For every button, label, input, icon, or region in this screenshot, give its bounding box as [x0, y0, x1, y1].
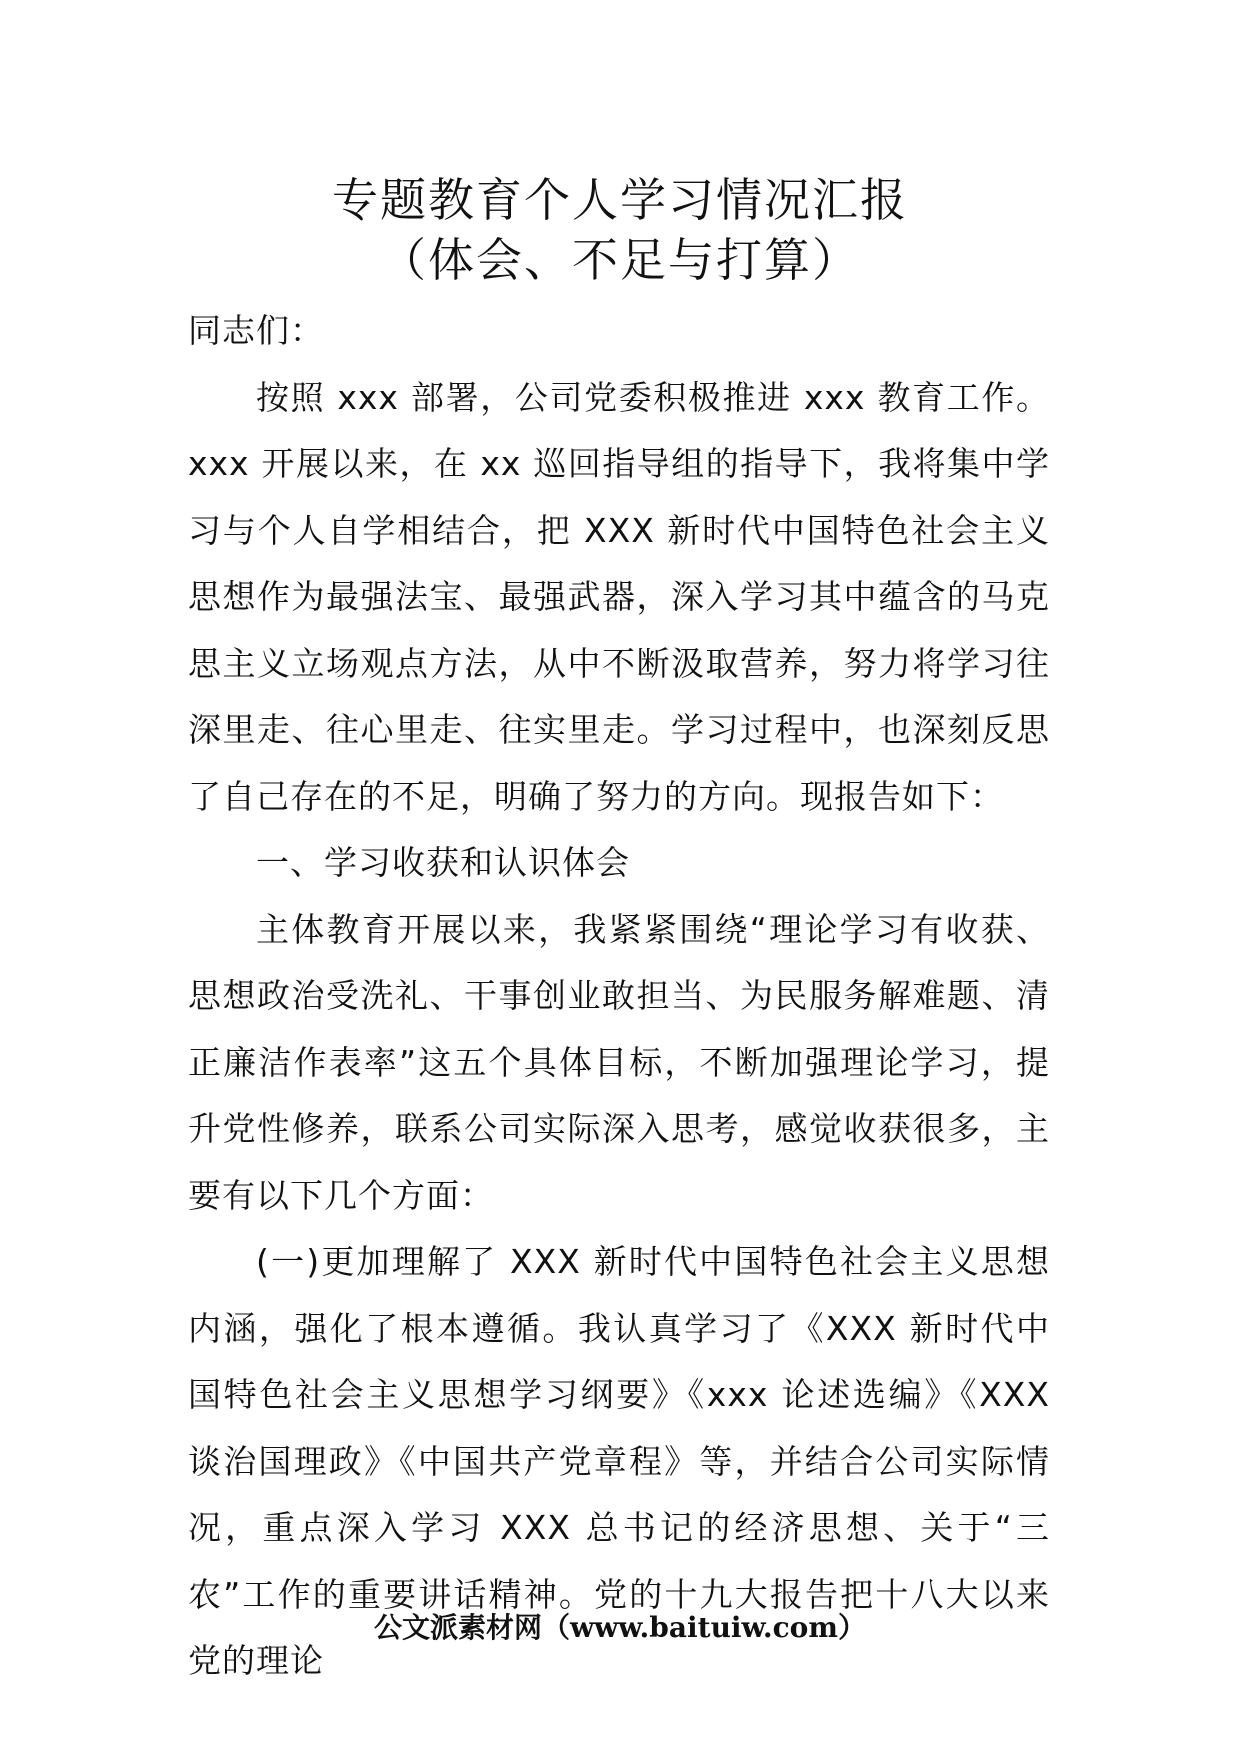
paragraph-subsection-1: (一)更加理解了 XXX 新时代中国特色社会主义思想内涵，强化了根本遵循。我认真学习了《XXX 新时代中国特色社会主义思想学习纲要》《xxx 论述选编》《XXX 谈治国理政》《中国共产党章程》等，并结合公司实际情况，重点深入学习 XXX 总书记的经济思想、关于“三农”工作的重要讲话精神。党的十九大报告把十八大以来党的理论 — [188, 1242, 1050, 1680]
footer-watermark: 公文派素材网（www.baituiw.com） — [374, 1611, 866, 1644]
section-heading-1: 一、学习收获和认识体会 — [256, 843, 630, 882]
document-title: 专题教育个人学习情况汇报 — [332, 173, 908, 227]
document-subtitle: （体会、不足与打算） — [380, 233, 860, 287]
document-body — [188, 298, 1050, 1695]
paragraph-goals: 主体教育开展以来，我紧紧围绕“理论学习有收获、思想政治受洗礼、干事创业敢担当、为民服务解难题、清正廉洁作表率”这五个具体目标，不断加强理论学习，提升党性修养，联系公司实际深入思考，感觉收获很多，主要有以下几个方面： — [188, 909, 1050, 1215]
paragraph-intro: 按照 xxx 部署，公司党委积极推进 xxx 教育工作。xxx 开展以来，在 xx 巡回指导组的指导下，我将集中学习与个人自学相结合，把 XXX 新时代中国特色社会主义思想作为最强法宝、最强武器，深入学习其中蕴含的马克思主义立场观点方法，从中不断汲取营养，努力将学习往深里走、往心里走、往实里走。学习过程中，也深刻反思了自己存在的不足，明确了努力的方向。现报告如下： — [188, 377, 1050, 816]
salutation: 同志们： — [188, 311, 324, 350]
